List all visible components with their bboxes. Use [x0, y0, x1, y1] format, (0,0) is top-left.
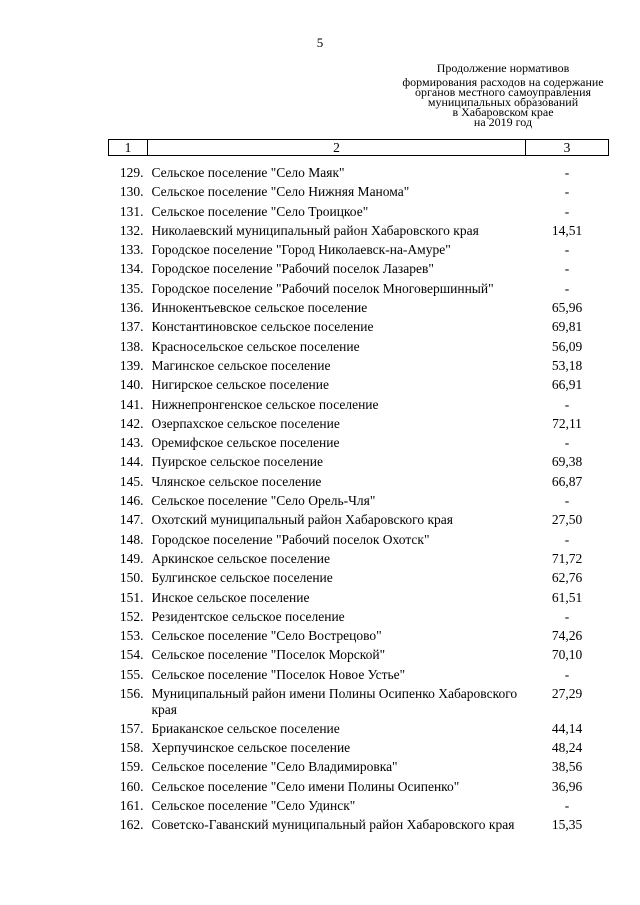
row-value: 74,26: [551, 628, 583, 644]
row-name: Константиновское сельское поселение: [151, 319, 374, 335]
row-number: 130.: [119, 184, 144, 200]
row-name: Булгинское сельское поселение: [151, 570, 333, 586]
caption-line: Продолжение нормативов: [436, 61, 570, 75]
table-row: [109, 435, 609, 454]
row-value: 62,76: [551, 570, 583, 586]
table-row: [109, 474, 609, 493]
table-row: [109, 261, 609, 280]
table-row: [109, 223, 609, 242]
table-row: [109, 319, 609, 338]
row-value: 70,10: [551, 647, 583, 663]
table-row: [109, 609, 609, 628]
row-value: 36,96: [551, 778, 583, 794]
row-value: 56,09: [551, 338, 583, 354]
row-name: Городское поселение "Рабочий поселок Охотск": [151, 531, 430, 547]
table-row: [109, 156, 609, 185]
row-name: Инское сельское поселение: [151, 589, 310, 605]
row-value: 69,81: [551, 319, 583, 335]
row-number: 145.: [119, 473, 144, 489]
row-number: 161.: [119, 798, 144, 813]
row-name: Сельское поселение "Село Владимировка": [151, 759, 398, 775]
row-name: Иннокентьевское сельское поселение: [151, 300, 368, 316]
table-row: [109, 281, 609, 300]
row-name: Нигирское сельское поселение: [151, 377, 329, 393]
row-name: Сельское поселение "Поселок Новое Устье": [151, 666, 406, 682]
row-name: Сельское поселение "Село имени Полины Осипенко": [151, 778, 460, 794]
row-name: Оремифское сельское поселение: [151, 435, 340, 451]
caption-line: в Хабаровском крае: [452, 105, 554, 119]
row-name: Нижнепронгенское сельское поселение: [151, 396, 379, 412]
row-number: 162.: [119, 817, 144, 833]
row-number: 142.: [119, 415, 144, 431]
row-number: 139.: [119, 357, 144, 373]
row-value: 61,51: [551, 589, 583, 605]
row-name: Красносельское сельское поселение: [151, 338, 360, 354]
caption-line: муниципальных образований: [427, 95, 579, 109]
row-number: 138.: [119, 338, 144, 354]
table-row: [109, 242, 609, 261]
table-row: [109, 740, 609, 759]
row-value: 65,96: [551, 300, 583, 316]
page-number: 5: [316, 35, 324, 50]
row-value: -: [564, 184, 570, 200]
row-name: Охотский муниципальный район Хабаровского края: [151, 512, 453, 528]
table-row: [109, 798, 609, 817]
row-name: Члянское сельское поселение: [151, 473, 322, 489]
table-row: [109, 339, 609, 358]
row-value: -: [564, 531, 570, 547]
row-value: -: [564, 242, 570, 258]
row-value: -: [564, 493, 570, 509]
table-row: [109, 397, 609, 416]
row-name: Резидентское сельское поселение: [151, 608, 345, 624]
row-value: 27,29: [551, 686, 583, 702]
table-row: [109, 416, 609, 435]
row-name: Сельское поселение "Село Удинск": [151, 798, 356, 813]
row-value: 48,24: [551, 740, 583, 756]
row-value: 38,56: [551, 759, 583, 775]
caption-line: на 2019 год: [473, 115, 533, 129]
row-value: -: [564, 435, 570, 451]
row-number: 144.: [119, 454, 144, 470]
table-row: [109, 493, 609, 512]
row-value: -: [564, 608, 570, 624]
row-name: Озерпахское сельское поселение: [151, 415, 340, 431]
row-value: 14,51: [551, 222, 583, 238]
table-row: [109, 570, 609, 589]
column-header-name: 2: [148, 140, 526, 156]
row-name: Сельское поселение "Село Орель-Чля": [151, 493, 376, 509]
column-header-number: 1: [109, 140, 148, 156]
table-header-row: [109, 140, 609, 156]
table-row: [109, 667, 609, 686]
row-name: Сельское поселение "Поселок Морской": [151, 647, 386, 663]
row-number: 136.: [119, 300, 144, 316]
table-row: [109, 779, 609, 798]
row-value: 72,11: [552, 415, 582, 431]
table-row: [109, 759, 609, 778]
row-number: 153.: [119, 628, 144, 644]
row-name: Городское поселение "Рабочий поселок Лазарев": [151, 261, 434, 277]
normatives-table: [108, 139, 609, 837]
row-name: Городское поселение "Рабочий поселок Многовершинный": [151, 280, 494, 296]
row-number: 154.: [119, 647, 144, 663]
row-number: 135.: [119, 280, 144, 296]
caption-line: органов местного самоуправления: [414, 85, 592, 99]
row-number: 133.: [119, 242, 144, 258]
row-value: 66,87: [551, 473, 583, 489]
table-row: [109, 454, 609, 473]
table-row: [109, 204, 609, 223]
table-row: [109, 377, 609, 396]
row-number: 149.: [119, 550, 144, 566]
row-number: 132.: [119, 222, 144, 238]
row-number: 155.: [119, 666, 144, 682]
row-number: 159.: [119, 759, 144, 775]
row-number: 131.: [119, 203, 144, 219]
row-name: Пуирское сельское поселение: [151, 454, 323, 470]
row-value: -: [564, 261, 570, 277]
row-number: 129.: [119, 165, 144, 180]
row-name: Николаевский муниципальный район Хабаровского края: [151, 222, 479, 238]
row-number: 157.: [119, 720, 144, 736]
table-row: [109, 686, 609, 721]
table-row: [109, 184, 609, 203]
row-value: 44,14: [551, 720, 583, 736]
row-number: 152.: [119, 608, 144, 624]
row-number: 150.: [119, 570, 144, 586]
table-row: [109, 532, 609, 551]
table-row: [109, 647, 609, 666]
table-row: [109, 817, 609, 836]
row-name: Бриаканское сельское поселение: [151, 720, 340, 736]
row-name: Сельское поселение "Село Вострецово": [151, 628, 382, 644]
row-value: 27,50: [551, 512, 583, 528]
row-value: -: [564, 280, 570, 296]
row-number: 141.: [119, 396, 144, 412]
row-number: 160.: [119, 778, 144, 794]
row-number: 147.: [119, 512, 144, 528]
table-row: [109, 628, 609, 647]
row-number: 151.: [119, 589, 144, 605]
row-name: Городское поселение "Город Николаевск-на-Амуре": [151, 242, 451, 258]
row-name: Херпучинское сельское поселение: [151, 740, 351, 756]
row-number: 143.: [119, 435, 144, 451]
row-name: Сельское поселение "Село Маяк": [151, 165, 345, 180]
table-row: [109, 590, 609, 609]
table-row: [109, 512, 609, 531]
row-number: 158.: [119, 740, 144, 756]
table-row: [109, 300, 609, 319]
row-value: 53,18: [551, 357, 583, 373]
row-name: Магинское сельское поселение: [151, 357, 331, 373]
row-value: -: [564, 798, 570, 813]
row-name: Советско-Гаванский муниципальный район Хабаровского края: [151, 817, 515, 833]
row-number: 134.: [119, 261, 144, 277]
row-number: 140.: [119, 377, 144, 393]
row-number: 146.: [119, 493, 144, 509]
column-header-value: 3: [526, 140, 609, 156]
table-row: [109, 358, 609, 377]
row-number: 156.: [119, 686, 144, 702]
row-value: 66,91: [551, 377, 583, 393]
row-value: 15,35: [551, 817, 583, 833]
row-value: -: [564, 203, 570, 219]
row-number: 137.: [119, 319, 144, 335]
row-name: Муниципальный район имени Полины Осипенко Хабаровского края: [151, 686, 518, 717]
table-row: [109, 721, 609, 740]
row-value: 71,72: [551, 550, 583, 566]
row-value: -: [564, 666, 570, 682]
row-name: Сельское поселение "Село Нижняя Манома": [151, 184, 410, 200]
row-number: 148.: [119, 531, 144, 547]
row-name: Аркинское сельское поселение: [151, 550, 330, 566]
caption-line: формирования расходов на содержание: [402, 75, 604, 89]
table-caption: [378, 63, 628, 127]
row-value: 69,38: [551, 454, 583, 470]
row-value: -: [564, 165, 570, 180]
row-name: Сельское поселение "Село Троицкое": [151, 203, 369, 219]
table-row: [109, 551, 609, 570]
row-value: -: [564, 396, 570, 412]
